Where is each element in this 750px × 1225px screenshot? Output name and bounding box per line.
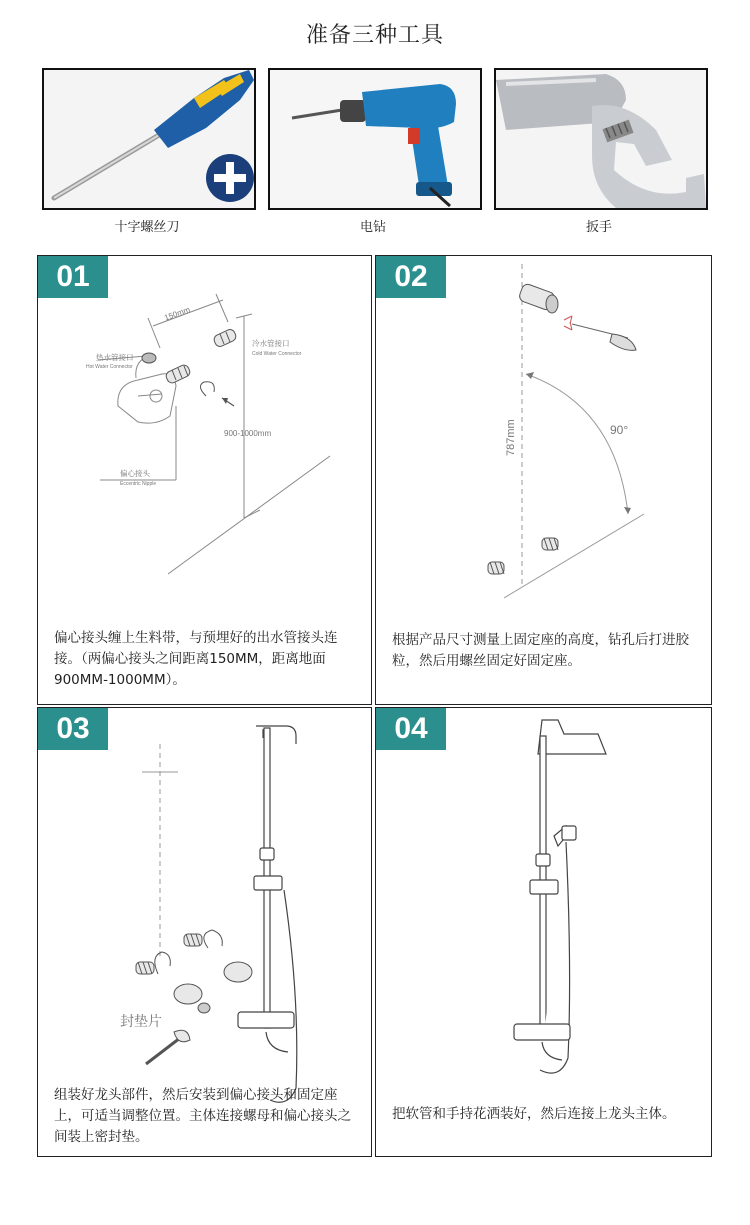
eccentric-label: 偏心接头 (120, 469, 150, 478)
gasket-label: 封垫片 (120, 1014, 162, 1030)
step-04-text: 把软管和手持花洒装好，然后连接上龙头主体。 (392, 1106, 676, 1122)
tool-label-drill: 电钻 (359, 220, 386, 235)
tool-label-screwdriver: 十字螺丝刀 (114, 220, 180, 235)
step-02-badge: 02 (376, 256, 446, 298)
phillips-screwdriver-icon (44, 70, 254, 208)
shower-system-sketch-icon (514, 720, 606, 1073)
shower-mixer-sketch-icon (238, 726, 297, 1102)
cold-connector-label: 冷水管接口 (252, 339, 290, 348)
nut-left-icon (174, 984, 202, 1004)
height-label: 787mm (505, 419, 517, 456)
wrench-icon (496, 70, 706, 208)
step-02-panel (375, 255, 712, 705)
step-04-badge: 04 (376, 708, 446, 750)
screwdriver-sketch-icon (610, 334, 636, 350)
tool-image-screwdriver (42, 68, 256, 210)
hand-shower-icon (562, 826, 576, 840)
hot-connector-label: 热水管接口 (96, 353, 134, 362)
page-title: 准备三种工具 (305, 23, 444, 48)
hot-connector-icon (142, 353, 156, 363)
step-04-panel (375, 707, 712, 1157)
hot-connector-en-label: Hot Water Connector (86, 364, 133, 370)
height-label: 900-1000mm (224, 429, 272, 438)
electric-drill-icon (270, 70, 480, 208)
tool-label-wrench: 扳手 (585, 220, 612, 235)
spacing-label: 150mm (163, 304, 192, 323)
cold-connector-en-label: Cold Water Connector (252, 351, 302, 357)
cold-connector-icon (212, 328, 237, 348)
gasket-icon (198, 1003, 210, 1013)
eccentric-en-label: Eccentric Nipple (120, 481, 157, 487)
step-03-panel (37, 707, 372, 1157)
step-01-text: 偏心接头缠上生料带，与预埋好的出水管接头连接。（两偏心接头之间距离150MM，距离地面900MM-1000MM）。 (54, 630, 338, 688)
angle-label: 90° (610, 423, 629, 437)
step-04-illustration (376, 708, 711, 1156)
step-01-badge: 01 (38, 256, 108, 298)
step-03-text: 组装好龙头部件，然后安装到偏心接头和固定座上，可适当调整位置。主体连接螺母和偏心接头之间装上密封垫。 (54, 1087, 351, 1145)
step-01-panel (37, 255, 372, 705)
tool-image-wrench (494, 68, 708, 210)
step-03-badge: 03 (38, 708, 108, 750)
tool-image-drill (268, 68, 482, 210)
step-02-text: 根据产品尺寸测量上固定座的高度，钻孔后打进胶粒，然后用螺丝固定好固定座。 (392, 632, 689, 669)
nut-right-icon (224, 962, 252, 982)
